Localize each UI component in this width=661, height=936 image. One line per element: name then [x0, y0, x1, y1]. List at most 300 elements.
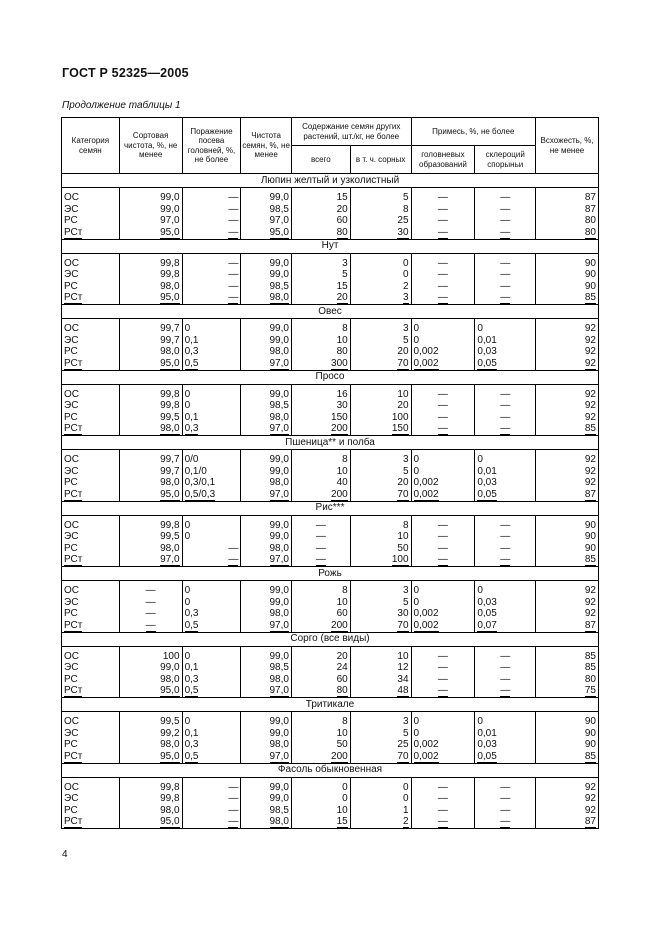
cell-value: —	[315, 531, 326, 542]
cell-value: 60	[336, 608, 348, 619]
table-cell	[536, 816, 599, 829]
table-cell	[411, 489, 475, 502]
table-cell	[536, 423, 599, 436]
table-cell	[119, 728, 182, 740]
table-cell	[241, 204, 292, 216]
cell-value: 92	[584, 454, 596, 465]
table-cell	[475, 389, 536, 401]
table-cell	[411, 805, 475, 817]
table-cell	[475, 685, 536, 698]
table-row	[62, 269, 599, 281]
table-cell	[536, 716, 599, 728]
cell-value: ОС	[64, 454, 79, 465]
cell-value: 99,0	[269, 716, 289, 727]
table-cell	[411, 281, 475, 293]
cell-value: 0	[477, 716, 483, 727]
cell-value: —	[228, 226, 239, 238]
cell-value: 98,0	[269, 673, 289, 685]
cell-value: 60	[336, 673, 348, 685]
cell-value: —	[500, 673, 511, 685]
table-cell	[536, 292, 599, 305]
cell-value: —	[437, 519, 448, 531]
cell-value: 99,0	[269, 465, 289, 477]
cell-value: 0	[184, 531, 191, 542]
table-cell	[182, 716, 241, 728]
table-cell	[182, 620, 241, 633]
cell-value: —	[500, 531, 511, 542]
table-cell	[475, 782, 536, 794]
cell-value: —	[228, 215, 239, 226]
table-cell	[536, 685, 599, 698]
cell-value: 97,0	[160, 215, 180, 226]
cell-value: 99,0	[269, 257, 289, 269]
cell-value: 15	[336, 816, 348, 827]
cell-value: ЭС	[64, 203, 79, 215]
table-cell	[350, 543, 411, 555]
table-cell	[291, 423, 350, 436]
table-row	[62, 816, 599, 829]
table-cell	[411, 751, 475, 764]
cell-value: 0,3	[184, 346, 199, 357]
table-cell	[350, 489, 411, 502]
cell-value: 100	[162, 650, 180, 662]
table-cell	[182, 292, 241, 305]
table-cell	[241, 335, 292, 347]
table-cell	[475, 520, 536, 532]
cell-value: 12	[397, 662, 409, 673]
table-cell	[411, 423, 475, 436]
cell-value: —	[437, 292, 448, 303]
table-cell	[536, 466, 599, 478]
cell-value: 80	[336, 685, 348, 696]
table-cell	[475, 597, 536, 609]
cell-value: 0,5	[184, 750, 199, 762]
table-cell	[62, 608, 120, 620]
cell-value: 92	[584, 346, 596, 357]
cell-value: 97,0	[269, 750, 289, 762]
table-cell	[411, 400, 475, 412]
table-cell	[350, 346, 411, 358]
cell-value: 99,8	[160, 388, 180, 400]
cell-value: 95,0	[160, 816, 180, 827]
table-cell	[182, 585, 241, 597]
table-cell	[241, 728, 292, 740]
table-cell	[241, 400, 292, 412]
table-cell	[119, 751, 182, 764]
cell-value: 99,0	[269, 781, 289, 793]
cell-value: 25	[397, 739, 409, 750]
table-cell	[62, 674, 120, 686]
table-cell	[475, 805, 536, 817]
cell-value: —	[500, 388, 511, 400]
table-cell	[411, 258, 475, 270]
table-cell	[350, 389, 411, 401]
cell-value: 75	[584, 685, 596, 696]
cell-value: 92	[584, 357, 596, 369]
table-cell	[411, 227, 475, 240]
table-row	[62, 335, 599, 347]
cell-value: 99,0	[269, 531, 289, 542]
cell-value: —	[437, 781, 448, 793]
table-cell	[119, 674, 182, 686]
cell-value: РСт	[64, 816, 83, 827]
table-cell	[475, 608, 536, 620]
cell-value: 99,8	[160, 400, 180, 411]
table-cell	[291, 685, 350, 698]
cell-value: 99,0	[269, 192, 289, 203]
cell-value: 90	[584, 280, 596, 292]
table-cell	[62, 454, 120, 466]
cell-value: —	[228, 542, 239, 554]
table-cell	[241, 597, 292, 609]
cell-value: —	[500, 542, 511, 554]
cell-value: РС	[64, 477, 78, 488]
table-cell	[241, 454, 292, 466]
table-cell	[475, 554, 536, 567]
cell-value: 90	[584, 257, 596, 269]
table-cell	[119, 389, 182, 401]
section-header-row	[62, 698, 599, 712]
cell-value: РС	[64, 280, 78, 292]
table-cell	[182, 423, 241, 436]
cell-value: РСт	[64, 750, 83, 762]
table-cell	[291, 358, 350, 371]
table-row	[62, 192, 599, 204]
table-cell	[62, 620, 120, 633]
table-cell	[411, 204, 475, 216]
table-cell	[119, 597, 182, 609]
table-cell	[241, 739, 292, 751]
table-cell	[475, 716, 536, 728]
table-cell	[536, 389, 599, 401]
cell-value: 24	[336, 662, 348, 673]
col-sclerotia: склероций спорыньи	[475, 146, 536, 174]
table-cell	[119, 204, 182, 216]
cell-value: 10	[336, 804, 348, 816]
cell-value: 87	[584, 488, 596, 500]
table-cell	[411, 739, 475, 751]
table-cell	[62, 554, 120, 567]
cell-value: 0,05	[477, 488, 497, 500]
cell-value: —	[500, 423, 511, 434]
cell-value: 0,002	[413, 608, 439, 619]
cell-value: РС	[64, 346, 78, 357]
cell-value: —	[437, 269, 448, 280]
table-cell	[475, 358, 536, 371]
cell-value: 0	[413, 334, 420, 346]
cell-value: —	[500, 793, 511, 804]
col-total: всего	[291, 146, 350, 174]
table-cell	[62, 335, 120, 347]
table-cell	[475, 651, 536, 663]
table-cell	[182, 454, 241, 466]
table-cell	[182, 335, 241, 347]
table-cell	[182, 608, 241, 620]
cell-value: 0,5	[184, 357, 199, 369]
cell-value: 98,0	[269, 816, 289, 827]
cell-value: 99,0	[160, 192, 180, 203]
cell-value: 85	[584, 292, 596, 303]
cell-value: 99,0	[160, 203, 180, 215]
cell-value: 0	[402, 793, 409, 804]
table-cell	[62, 477, 120, 489]
table-row	[62, 651, 599, 663]
cell-value: 20	[336, 203, 348, 215]
cell-value: —	[145, 585, 156, 596]
cell-value: 10	[336, 727, 348, 739]
table-continuation-caption: Продолжение таблицы 1	[62, 100, 181, 111]
table-cell	[536, 554, 599, 567]
table-cell	[241, 520, 292, 532]
table-cell	[291, 716, 350, 728]
cell-value: 98,5	[269, 804, 289, 816]
cell-value: 0,01	[477, 727, 497, 739]
table-cell	[536, 281, 599, 293]
cell-value: 200	[331, 750, 348, 762]
cell-value: —	[437, 816, 448, 827]
table-cell	[350, 751, 411, 764]
table-cell	[241, 554, 292, 567]
cell-value: 95,0	[160, 685, 180, 696]
cell-value: 97,0	[269, 423, 289, 434]
table-cell	[62, 662, 120, 674]
table-cell	[350, 466, 411, 478]
table-cell	[350, 662, 411, 674]
table-cell	[475, 477, 536, 489]
table-cell	[475, 620, 536, 633]
table-cell	[62, 192, 120, 204]
cell-value: 99,8	[160, 781, 180, 793]
cell-value: —	[228, 816, 239, 827]
cell-value: 95,0	[160, 488, 180, 500]
table-cell	[119, 620, 182, 633]
table-cell	[119, 651, 182, 663]
table-cell	[291, 585, 350, 597]
cell-value: —	[437, 650, 448, 662]
table-cell	[241, 281, 292, 293]
cell-value: —	[437, 411, 448, 423]
cell-value: 99,0	[160, 662, 180, 673]
table-cell	[62, 466, 120, 478]
table-cell	[536, 412, 599, 424]
table-cell	[182, 739, 241, 751]
cell-value: 98,5	[269, 280, 289, 292]
cell-value: 48	[397, 685, 409, 696]
cell-value: 98,0	[269, 292, 289, 303]
cell-value: 1	[402, 804, 409, 816]
table-cell	[241, 389, 292, 401]
table-cell	[119, 489, 182, 502]
cell-value: 0,03	[477, 346, 497, 357]
table-cell	[119, 335, 182, 347]
cell-value: ОС	[64, 519, 79, 531]
cell-value: 99,0	[269, 388, 289, 400]
table-cell	[182, 805, 241, 817]
table-cell	[411, 543, 475, 555]
table-cell	[350, 674, 411, 686]
cell-value: 2	[402, 280, 409, 292]
cell-value: —	[228, 269, 239, 280]
col-category: Категория семян	[62, 118, 120, 174]
table-cell	[182, 477, 241, 489]
cell-value: 99,0	[269, 334, 289, 346]
table-cell	[536, 477, 599, 489]
table-cell	[475, 739, 536, 751]
table-cell	[291, 258, 350, 270]
table-cell	[62, 423, 120, 436]
cell-value: 0,07	[477, 619, 497, 631]
cell-value: 95,0	[160, 750, 180, 762]
table-cell	[291, 651, 350, 663]
cell-value: —	[437, 554, 448, 565]
table-cell	[350, 423, 411, 436]
table-cell	[411, 335, 475, 347]
cell-value: 10	[397, 531, 409, 542]
table-cell	[182, 816, 241, 829]
table-cell	[119, 585, 182, 597]
cell-value: 99,0	[269, 585, 289, 596]
cell-value: —	[228, 203, 239, 215]
cell-value: —	[437, 203, 448, 215]
table-cell	[350, 477, 411, 489]
table-cell	[350, 258, 411, 270]
table-cell	[241, 793, 292, 805]
table-cell	[411, 477, 475, 489]
table-cell	[350, 716, 411, 728]
table-cell	[350, 554, 411, 567]
table-cell	[241, 805, 292, 817]
cell-value: 98,0	[160, 423, 180, 434]
table-cell	[182, 400, 241, 412]
table-cell	[119, 816, 182, 829]
cell-value: 97,0	[269, 488, 289, 500]
cell-value: ОС	[64, 388, 79, 400]
cell-value: РС	[64, 673, 78, 685]
cell-value: 97,0	[269, 357, 289, 369]
cell-value: 8	[402, 203, 409, 215]
section-title: Фасоль обыкновенная	[62, 763, 599, 777]
section-header-row	[62, 567, 599, 581]
table-cell	[350, 269, 411, 281]
table-cell	[536, 620, 599, 633]
table-cell	[350, 685, 411, 698]
cell-value: ОС	[64, 650, 79, 662]
table-cell	[536, 454, 599, 466]
table-cell	[182, 651, 241, 663]
table-cell	[291, 782, 350, 794]
cell-value: 99,2	[160, 727, 180, 739]
table-cell	[475, 258, 536, 270]
cell-value: —	[145, 596, 156, 608]
section-header-row	[62, 174, 599, 188]
cell-value: 90	[584, 269, 596, 280]
cell-value: 92	[584, 585, 596, 596]
table-cell	[475, 292, 536, 305]
table-row	[62, 585, 599, 597]
cell-value: —	[500, 650, 511, 662]
table-cell	[182, 323, 241, 335]
table-row	[62, 423, 599, 436]
cell-value: 98,0	[269, 608, 289, 619]
table-row	[62, 554, 599, 567]
table-cell	[241, 227, 292, 240]
cell-value: 20	[397, 477, 409, 488]
cell-value: 99,5	[160, 716, 180, 727]
table-row	[62, 793, 599, 805]
table-row	[62, 258, 599, 270]
table-cell	[536, 269, 599, 281]
cell-value: 0,002	[413, 619, 439, 631]
table-cell	[536, 805, 599, 817]
table-cell	[536, 674, 599, 686]
cell-value: 87	[584, 203, 596, 215]
cell-value: 0	[413, 323, 420, 334]
table-cell	[119, 782, 182, 794]
table-row	[62, 358, 599, 371]
table-row	[62, 662, 599, 674]
table-cell	[536, 227, 599, 240]
table-cell	[182, 520, 241, 532]
table-cell	[411, 608, 475, 620]
cell-value: 8	[342, 323, 348, 334]
cell-value: РС	[64, 542, 78, 554]
cell-value: —	[437, 257, 448, 269]
table-cell	[536, 358, 599, 371]
table-cell	[411, 782, 475, 794]
table-cell	[182, 204, 241, 216]
table-cell	[411, 793, 475, 805]
table-cell	[291, 335, 350, 347]
table-cell	[291, 543, 350, 555]
table-row	[62, 400, 599, 412]
table-cell	[182, 215, 241, 227]
cell-value: 0,3	[184, 423, 199, 434]
section-header-row	[62, 305, 599, 319]
table-cell	[411, 662, 475, 674]
table-cell	[411, 292, 475, 305]
table-row	[62, 597, 599, 609]
section-header-row	[62, 370, 599, 384]
cell-value: 92	[584, 411, 596, 423]
cell-value: —	[228, 554, 239, 565]
section-title: Тритикале	[62, 698, 599, 712]
cell-value: 99,5	[160, 531, 180, 542]
cell-value: 99,0	[269, 519, 289, 531]
table-cell	[411, 674, 475, 686]
table-cell	[475, 531, 536, 543]
cell-value: 10	[336, 596, 348, 608]
cell-value: 0,05	[477, 357, 497, 369]
table-cell	[350, 400, 411, 412]
table-cell	[241, 412, 292, 424]
cell-value: 0,1	[184, 411, 199, 423]
cell-value: 0,1	[184, 727, 199, 739]
cell-value: 98,0	[160, 346, 180, 357]
cell-value: РС	[64, 739, 78, 750]
table-cell	[182, 269, 241, 281]
cell-value: 0,01	[477, 334, 497, 346]
table-cell	[119, 269, 182, 281]
table-cell	[62, 597, 120, 609]
cell-value: 95,0	[160, 226, 180, 238]
table-cell	[291, 215, 350, 227]
table-cell	[62, 269, 120, 281]
table-cell	[411, 716, 475, 728]
table-cell	[62, 543, 120, 555]
cell-value: 100	[391, 411, 409, 423]
cell-value: 0/0	[184, 454, 199, 465]
table-cell	[291, 608, 350, 620]
